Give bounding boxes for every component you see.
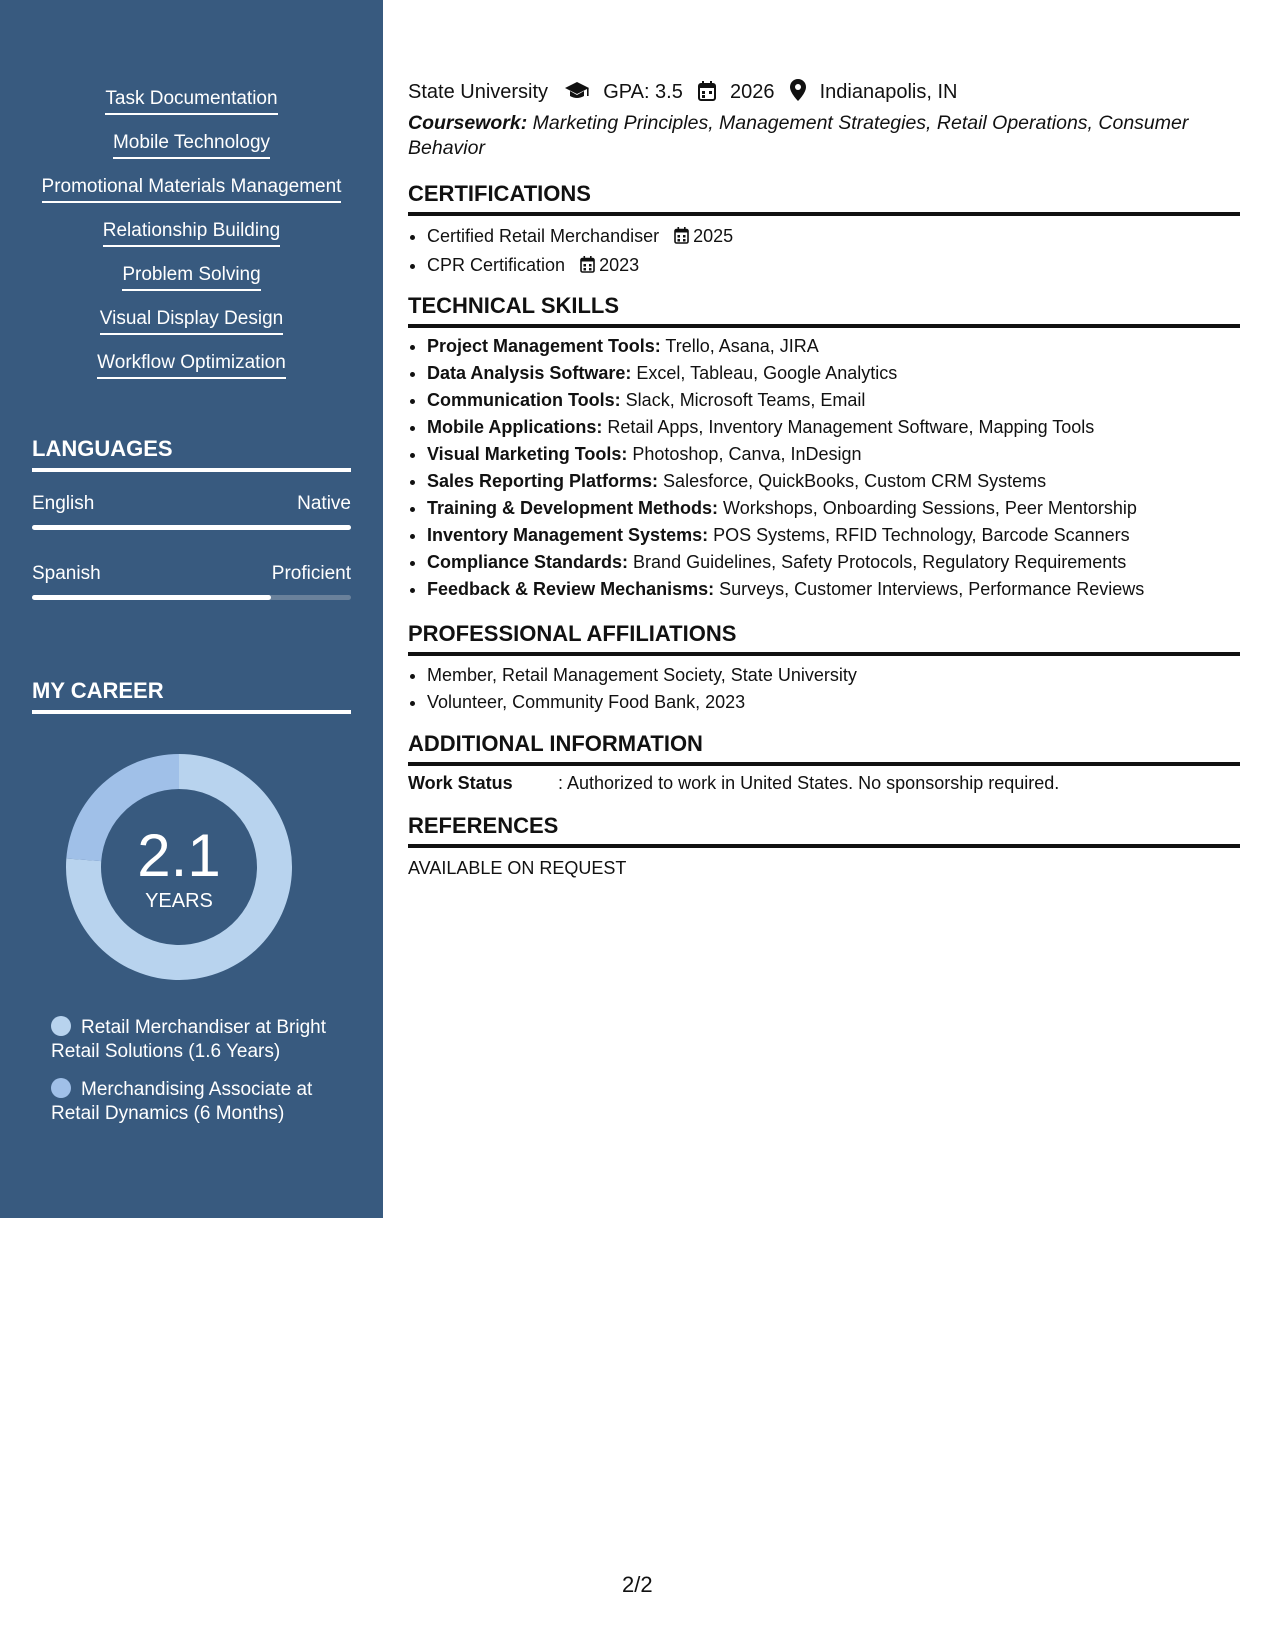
skill-category: Feedback & Review Mechanisms: xyxy=(427,579,715,599)
skill-item: Promotional Materials Management xyxy=(42,174,342,203)
skill-values: Excel, Tableau, Google Analytics xyxy=(631,363,898,383)
skill-item: Task Documentation xyxy=(105,86,277,115)
list-item xyxy=(427,495,1259,522)
language-level: Proficient xyxy=(271,563,351,584)
page-number: 2/2 xyxy=(622,1572,653,1597)
skill-values: Salesforce, QuickBooks, Custom CRM Systems xyxy=(658,471,1047,491)
list-item: • Member, Retail Management Society, State University xyxy=(427,662,1259,689)
technical-skills-list xyxy=(408,333,1259,603)
list-item xyxy=(427,360,1259,387)
school-name: State University xyxy=(408,81,549,103)
career-total-value: 2.1 xyxy=(137,822,221,889)
certification-name: Certified Retail Merchandiser xyxy=(427,226,660,246)
list-item xyxy=(427,522,1259,549)
language-name: English xyxy=(32,493,95,514)
skill-category: Training & Development Methods: xyxy=(427,498,719,518)
language-row xyxy=(32,493,351,515)
education-line xyxy=(408,79,957,107)
skills-list xyxy=(0,86,383,394)
language-bar xyxy=(32,525,351,530)
coursework-list: Marketing Principles, Management Strategies, Retail Operations, Consumer Behavior xyxy=(408,112,1189,159)
skill-category: Project Management Tools: xyxy=(427,336,661,356)
career-dot-icon xyxy=(51,1078,71,1098)
skill-values: Photoshop, Canva, InDesign xyxy=(627,444,862,464)
location-pin-icon xyxy=(790,79,806,107)
skill-values: Surveys, Customer Interviews, Performance Reviews xyxy=(714,579,1145,599)
language-level: Native xyxy=(297,493,351,514)
certification-name: CPR Certification xyxy=(427,255,566,275)
list-item xyxy=(427,223,1259,252)
language-name: Spanish xyxy=(32,563,101,584)
list-item: • Volunteer, Community Food Bank, 2023 xyxy=(427,689,1259,716)
certifications-heading: CERTIFICATIONS xyxy=(408,181,1240,216)
skill-item: Mobile Technology xyxy=(113,130,270,159)
certifications-list xyxy=(408,223,1259,281)
career-item-label: Retail Merchandiser at Bright Retail Solutions (1.6 Years) xyxy=(51,1017,326,1062)
skill-category: Sales Reporting Platforms: xyxy=(427,471,659,491)
career-item xyxy=(51,1078,341,1126)
career-total-unit: YEARS xyxy=(145,890,213,912)
skill-values: Retail Apps, Inventory Management Software, Mapping Tools xyxy=(602,417,1095,437)
list-item xyxy=(427,414,1259,441)
language-bar xyxy=(32,595,351,600)
calendar-icon xyxy=(698,81,716,107)
skill-values: Brand Guidelines, Safety Protocols, Regulatory Requirements xyxy=(628,552,1127,572)
skill-item: Visual Display Design xyxy=(100,306,283,335)
skill-item: Relationship Building xyxy=(103,218,280,247)
affiliations-list xyxy=(408,662,1259,716)
list-item xyxy=(427,387,1259,414)
calendar-icon xyxy=(580,254,595,281)
list-item xyxy=(427,576,1259,603)
skill-category: Communication Tools: xyxy=(427,390,621,410)
skill-values: POS Systems, RFID Technology, Barcode Scanners xyxy=(708,525,1130,545)
skill-category: Data Analysis Software: xyxy=(427,363,632,383)
certification-year: 2025 xyxy=(693,226,734,246)
certification-year: 2023 xyxy=(599,255,640,275)
skill-category: Compliance Standards: xyxy=(427,552,629,572)
skill-category: Mobile Applications: xyxy=(427,417,603,437)
skill-category: Inventory Management Systems: xyxy=(427,525,709,545)
skill-item: Problem Solving xyxy=(122,262,260,291)
language-bar-fill xyxy=(32,525,351,530)
career-donut-center xyxy=(66,754,292,980)
work-status xyxy=(408,773,1059,794)
location: Indianapolis, IN xyxy=(819,81,958,103)
career-donut xyxy=(66,754,292,980)
language-row xyxy=(32,563,351,585)
list-item xyxy=(427,333,1259,360)
list-item xyxy=(427,468,1259,495)
references-text: AVAILABLE ON REQUEST xyxy=(408,858,627,878)
graduation-cap-icon xyxy=(564,81,590,107)
additional-info-heading: ADDITIONAL INFORMATION xyxy=(408,731,1240,766)
skill-category: Visual Marketing Tools: xyxy=(427,444,628,464)
languages-heading: LANGUAGES xyxy=(32,436,351,472)
calendar-icon xyxy=(674,225,689,252)
skill-values: Workshops, Onboarding Sessions, Peer Mentorship xyxy=(718,498,1137,518)
list-item xyxy=(427,252,1259,281)
list-item xyxy=(427,549,1259,576)
work-status-value: : Authorized to work in United States. No sponsorship required. xyxy=(558,773,1060,793)
sidebar xyxy=(0,0,383,1218)
coursework xyxy=(408,111,1240,161)
references-heading: REFERENCES xyxy=(408,813,1240,848)
skill-values: Trello, Asana, JIRA xyxy=(660,336,819,356)
work-status-label: Work Status xyxy=(408,773,513,793)
skill-values: Slack, Microsoft Teams, Email xyxy=(620,390,866,410)
career-dot-icon xyxy=(51,1016,71,1036)
graduation-year: 2026 xyxy=(729,81,775,103)
career-item xyxy=(51,1016,341,1064)
technical-skills-heading: TECHNICAL SKILLS xyxy=(408,293,1240,328)
career-heading: MY CAREER xyxy=(32,678,351,714)
gpa: GPA: 3.5 xyxy=(603,81,683,103)
language-bar-fill xyxy=(32,595,271,600)
affiliations-heading: PROFESSIONAL AFFILIATIONS xyxy=(408,621,1240,656)
career-item-label: Merchandising Associate at Retail Dynamics (6 Months) xyxy=(51,1079,313,1124)
skill-item: Workflow Optimization xyxy=(97,350,286,379)
coursework-label: Coursework: xyxy=(408,112,528,134)
list-item xyxy=(427,441,1259,468)
